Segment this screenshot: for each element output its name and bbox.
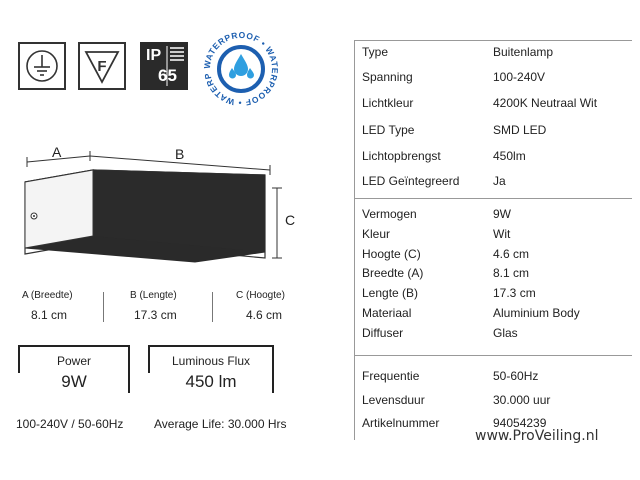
life-text: Average Life: 30.000 Hrs <box>154 417 287 431</box>
spec-value: Wit <box>493 227 511 241</box>
spec-value: 100-240V <box>493 70 546 84</box>
c-value: 4.6 cm <box>246 308 283 322</box>
c-caption: C (Hoogte) <box>236 290 285 301</box>
power-box <box>18 345 130 397</box>
spec-key: LED Geïntegreerd <box>362 174 460 188</box>
spec-value: 4.6 cm <box>493 247 530 261</box>
spec-key: LED Type <box>362 123 415 137</box>
spec-value: 17.3 cm <box>493 286 536 300</box>
spec-key: Lichtopbrengst <box>362 149 441 163</box>
ip-label: IP <box>146 47 162 64</box>
spec-key: Spanning <box>362 70 413 84</box>
spec-value: 450lm <box>493 149 526 163</box>
spec-divider <box>354 198 632 199</box>
a-caption: A (Breedte) <box>22 290 73 301</box>
power-value: 9W <box>61 372 87 391</box>
b-caption: B (Lengte) <box>130 290 177 301</box>
spec-key: Type <box>362 45 389 59</box>
spec-key: Hoogte (C) <box>362 247 421 261</box>
spec-divider <box>354 40 632 41</box>
spec-value: 8.1 cm <box>493 266 530 280</box>
power-title: Power <box>56 354 91 368</box>
spec-key: Breedte (A) <box>362 266 424 280</box>
ip-number: 65 <box>158 66 177 85</box>
b-value: 17.3 cm <box>134 308 177 322</box>
svg-text:F: F <box>97 58 107 75</box>
dim-divider <box>103 292 104 322</box>
voltage-text: 100-240V / 50-60Hz <box>16 417 124 431</box>
dim-label-a: A <box>52 144 62 160</box>
spec-value: Aluminium Body <box>493 306 580 320</box>
spec-value: 94054239 <box>493 416 547 430</box>
spec-value: 30.000 uur <box>493 393 551 407</box>
spec-key: Artikelnummer <box>362 416 440 430</box>
spec-key: Kleur <box>362 227 391 241</box>
spec-value: 9W <box>493 207 511 221</box>
spec-value: Buitenlamp <box>493 45 554 59</box>
spec-key: Lengte (B) <box>362 286 419 300</box>
watermark-text: www.ProVeiling.nl <box>475 428 599 444</box>
spec-value: SMD LED <box>493 123 547 137</box>
a-value: 8.1 cm <box>31 308 68 322</box>
spec-key: Materiaal <box>362 306 412 320</box>
flux-value: 450 lm <box>185 372 237 391</box>
spec-value: Ja <box>493 174 506 188</box>
lamp-dimension-drawing <box>15 140 315 270</box>
dim-label-c: C <box>285 212 296 228</box>
dim-label-b: B <box>175 146 185 162</box>
dim-divider <box>212 292 213 322</box>
spec-left-border <box>354 40 355 440</box>
spec-key: Frequentie <box>362 369 420 383</box>
ip65-icon <box>140 42 188 90</box>
spec-key: Vermogen <box>362 207 417 221</box>
spec-value: 50-60Hz <box>493 369 539 383</box>
waterproof-badge-icon <box>202 30 280 108</box>
flux-title: Luminous Flux <box>171 354 251 368</box>
spec-value: 4200K Neutraal Wit <box>493 96 598 110</box>
waterproof-text: WATERPROOF • WATERPROOF • WATERP <box>202 30 280 108</box>
spec-key: Levensduur <box>362 393 425 407</box>
spec-key: Lichtkleur <box>362 96 414 110</box>
spec-value: Glas <box>493 326 518 340</box>
spec-key: Diffuser <box>362 326 404 340</box>
spec-divider <box>354 355 632 356</box>
earth-ground-icon <box>18 42 66 90</box>
f-mark-icon <box>78 42 126 90</box>
flux-box <box>148 345 274 397</box>
